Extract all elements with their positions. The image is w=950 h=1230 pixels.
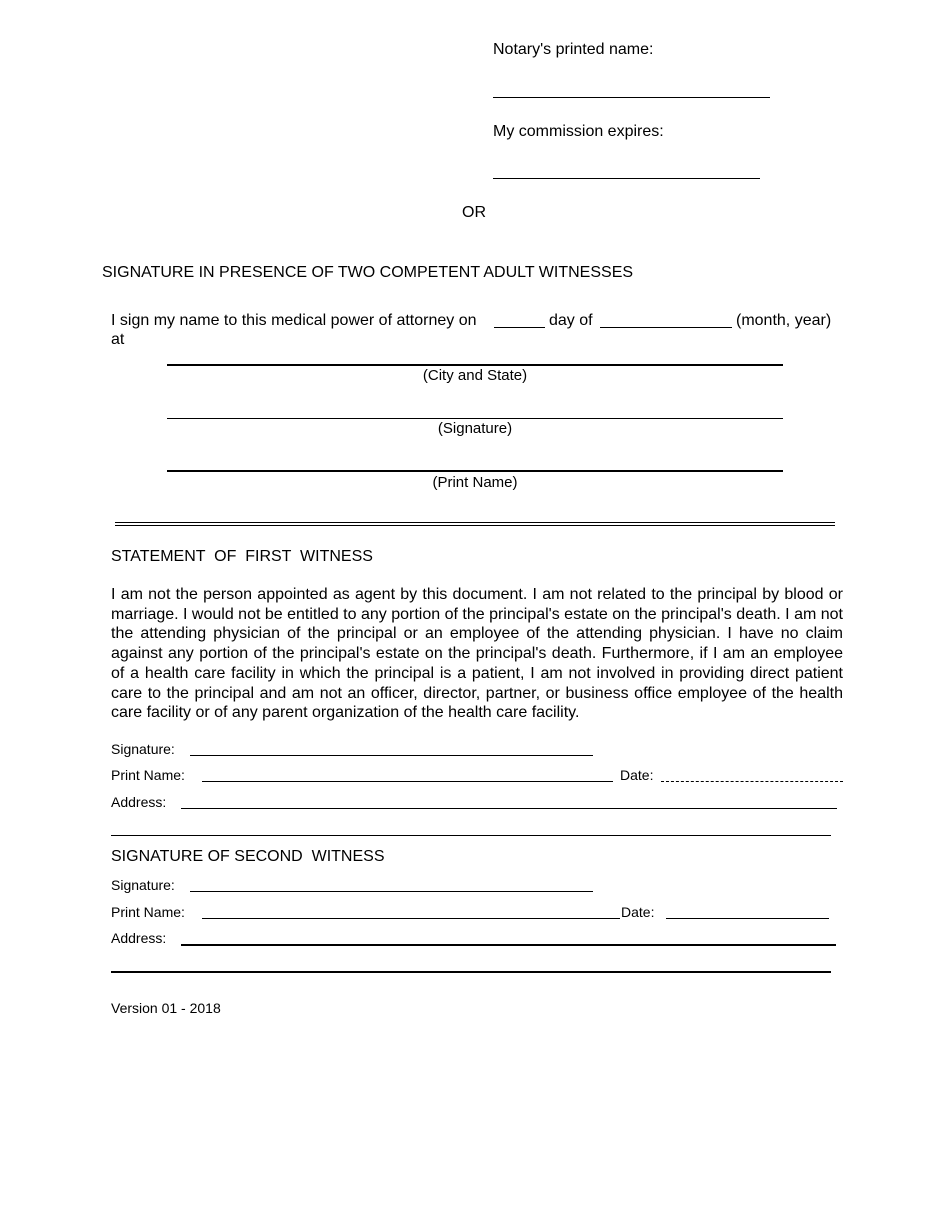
signer-print-name-field[interactable] — [167, 470, 783, 472]
sign-month-year-label: (month, year) — [736, 312, 832, 329]
version-label: Version 01 - 2018 — [111, 1000, 221, 1016]
second-witness-signature-label: Signature: — [111, 877, 175, 893]
first-witness-date-label: Date: — [620, 767, 654, 783]
city-state-field[interactable] — [167, 364, 783, 366]
commission-expires-field[interactable] — [493, 178, 760, 179]
first-witness-statement: I am not the person appointed as agent by this document. I am not related to the principal by blood or marriage. I would not be entitled to any portion of the principal's estate on the principal's death. I am not the attending physician of the principal or an employee of the attending physician. I have no claim against any portion of the principal's estate on the principal's death. Furthermore, if I am an employee of a health care facility in which the principal is a patient, I am not involved in providing direct patient care to the principal and am not an officer, director, partner, or business office employee of the health care facility or of any parent organization of the health care facility. — [111, 586, 843, 722]
city-state-label: (City and State) — [422, 367, 528, 384]
sign-month-year-field[interactable] — [600, 327, 732, 328]
notary-printed-name-field[interactable] — [493, 97, 770, 98]
or-label: OR — [462, 204, 486, 221]
first-witness-address-label: Address: — [111, 794, 167, 810]
sign-day-field[interactable] — [494, 327, 545, 328]
second-witness-title: SIGNATURE OF SECOND WITNESS — [111, 848, 385, 865]
commission-expires-label: My commission expires: — [493, 123, 664, 140]
witness-section-title: SIGNATURE IN PRESENCE OF TWO COMPETENT ADULT WITNESSES — [102, 264, 634, 281]
second-witness-signature-field[interactable] — [190, 891, 593, 892]
notary-printed-name-label: Notary's printed name: — [493, 41, 654, 58]
signer-signature-label: (Signature) — [437, 420, 513, 437]
second-witness-address-label: Address: — [111, 930, 167, 946]
section-divider-bottom — [115, 525, 835, 526]
sign-at-label: at — [111, 331, 125, 348]
second-witness-print-name-field[interactable] — [202, 918, 620, 919]
signer-signature-field[interactable] — [167, 418, 783, 419]
section-divider-top — [115, 522, 835, 523]
first-witness-signature-label: Signature: — [111, 741, 175, 757]
signer-print-name-label: (Print Name) — [432, 474, 518, 491]
first-witness-print-name-label: Print Name: — [111, 767, 185, 783]
second-witness-address-field-2[interactable] — [111, 971, 831, 973]
first-witness-date-field[interactable] — [661, 781, 843, 782]
second-witness-date-field[interactable] — [666, 918, 829, 919]
first-witness-address-field-2[interactable] — [111, 835, 831, 836]
first-witness-address-field[interactable] — [181, 808, 837, 809]
first-witness-title: STATEMENT OF FIRST WITNESS — [111, 548, 373, 565]
sign-statement-prefix: I sign my name to this medical power of attorney on — [111, 312, 477, 329]
first-witness-signature-field[interactable] — [190, 755, 593, 756]
second-witness-address-field[interactable] — [181, 944, 836, 946]
first-witness-print-name-field[interactable] — [202, 781, 613, 782]
sign-day-of-label: day of — [549, 312, 593, 329]
second-witness-date-label: Date: — [621, 904, 655, 920]
second-witness-print-name-label: Print Name: — [111, 904, 185, 920]
